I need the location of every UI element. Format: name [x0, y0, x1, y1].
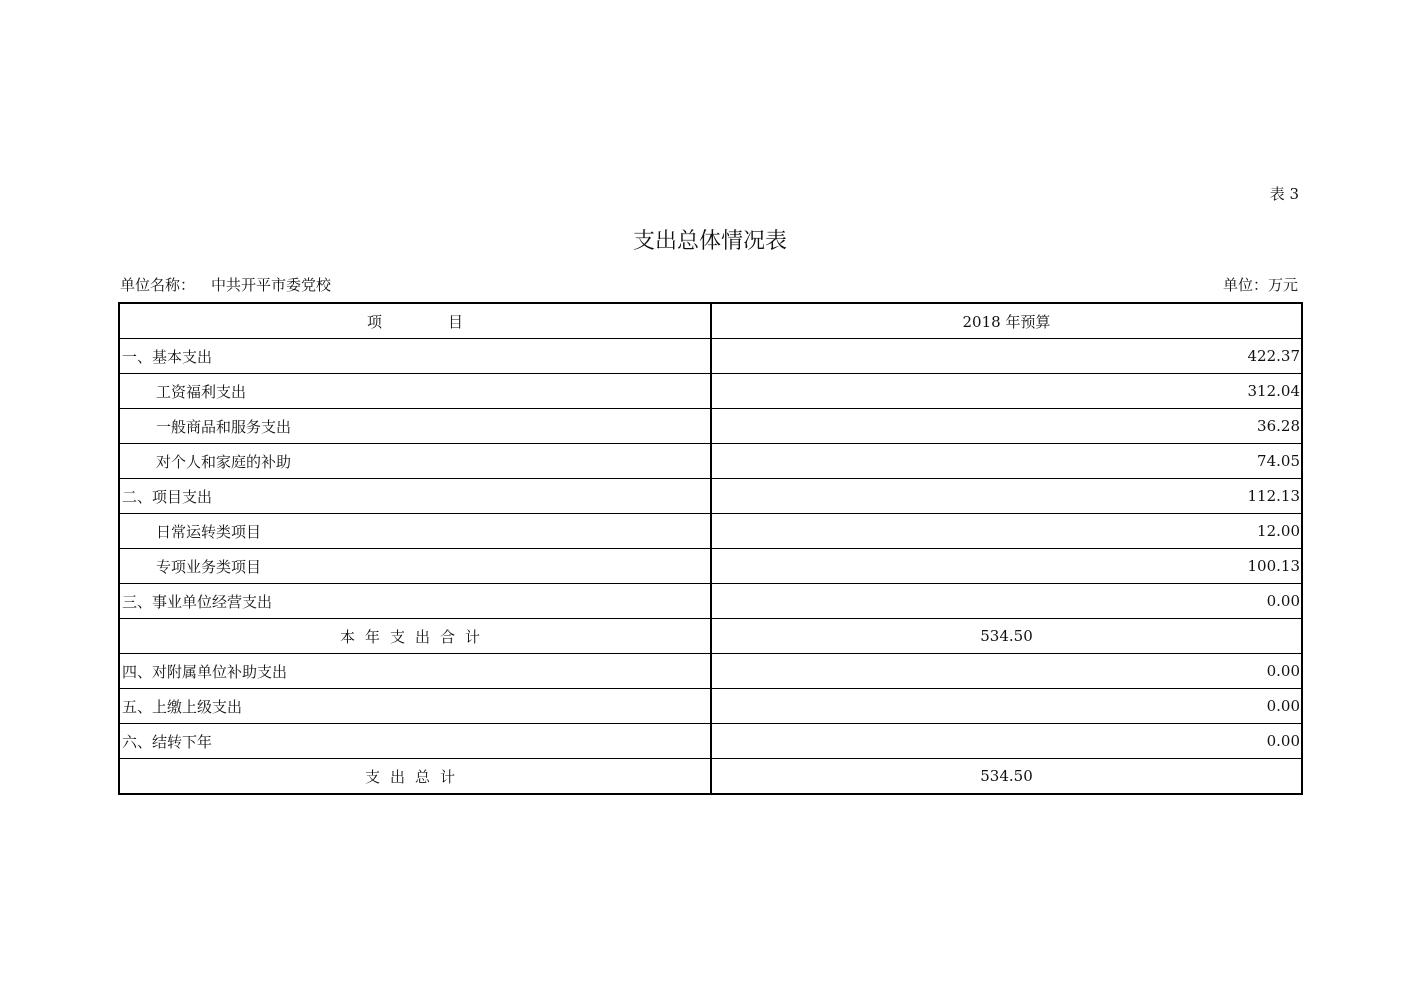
- row-value: 0.00: [711, 724, 1302, 759]
- header-item-a: 项: [366, 312, 382, 331]
- table-row: [119, 409, 1302, 444]
- expenditure-table: [118, 302, 1303, 795]
- table-row: [119, 479, 1302, 514]
- row-label: 四、对附属单位补助支出: [119, 654, 711, 689]
- row-value: 0.00: [711, 584, 1302, 619]
- row-value: 112.13: [711, 479, 1302, 514]
- row-value: 36.28: [711, 409, 1302, 444]
- row-label: 对个人和家庭的补助: [119, 444, 711, 479]
- table-row: [119, 374, 1302, 409]
- page-title: 支出总体情况表: [632, 229, 787, 254]
- table-row: [119, 689, 1302, 724]
- row-label: 工资福利支出: [119, 374, 711, 409]
- table-row: [119, 724, 1302, 759]
- row-value: 12.00: [711, 514, 1302, 549]
- unit-label: 单位：万元: [1222, 276, 1298, 294]
- header-budget: 2018 年预算: [711, 303, 1302, 339]
- row-label: 日常运转类项目: [119, 514, 711, 549]
- unit-name-label: 单位名称：: [120, 276, 196, 294]
- table-row: [119, 584, 1302, 619]
- row-value: 312.04: [711, 374, 1302, 409]
- unit-name-value: 中共开平市委党校: [211, 276, 332, 294]
- row-label: 一、基本支出: [119, 339, 711, 374]
- row-value: 422.37: [711, 339, 1302, 374]
- row-label: 五、上缴上级支出: [119, 689, 711, 724]
- subtotal-value: 534.50: [711, 619, 1302, 654]
- table-number: 表 3: [1269, 185, 1299, 203]
- row-value: 74.05: [711, 444, 1302, 479]
- table-header-row: [119, 303, 1302, 339]
- subtotal-row: [119, 619, 1302, 654]
- row-label: 三、事业单位经营支出: [119, 584, 711, 619]
- subtotal-label: 本年支出合计: [119, 619, 711, 654]
- header-item-b: 目: [448, 312, 464, 331]
- unit-name-block: [120, 274, 331, 295]
- table-row: [119, 654, 1302, 689]
- grand-total-value: 534.50: [711, 759, 1302, 795]
- row-label: 六、结转下年: [119, 724, 711, 759]
- table-row: [119, 549, 1302, 584]
- row-value: 0.00: [711, 689, 1302, 724]
- row-value: 0.00: [711, 654, 1302, 689]
- grand-total-label: 支出总计: [119, 759, 711, 795]
- table-row: [119, 514, 1302, 549]
- row-label: 一般商品和服务支出: [119, 409, 711, 444]
- grand-total-row: [119, 759, 1302, 795]
- row-label: 专项业务类项目: [119, 549, 711, 584]
- row-value: 100.13: [711, 549, 1302, 584]
- table-row: [119, 444, 1302, 479]
- table-row: [119, 339, 1302, 374]
- row-label: 二、项目支出: [119, 479, 711, 514]
- header-item: [119, 303, 711, 339]
